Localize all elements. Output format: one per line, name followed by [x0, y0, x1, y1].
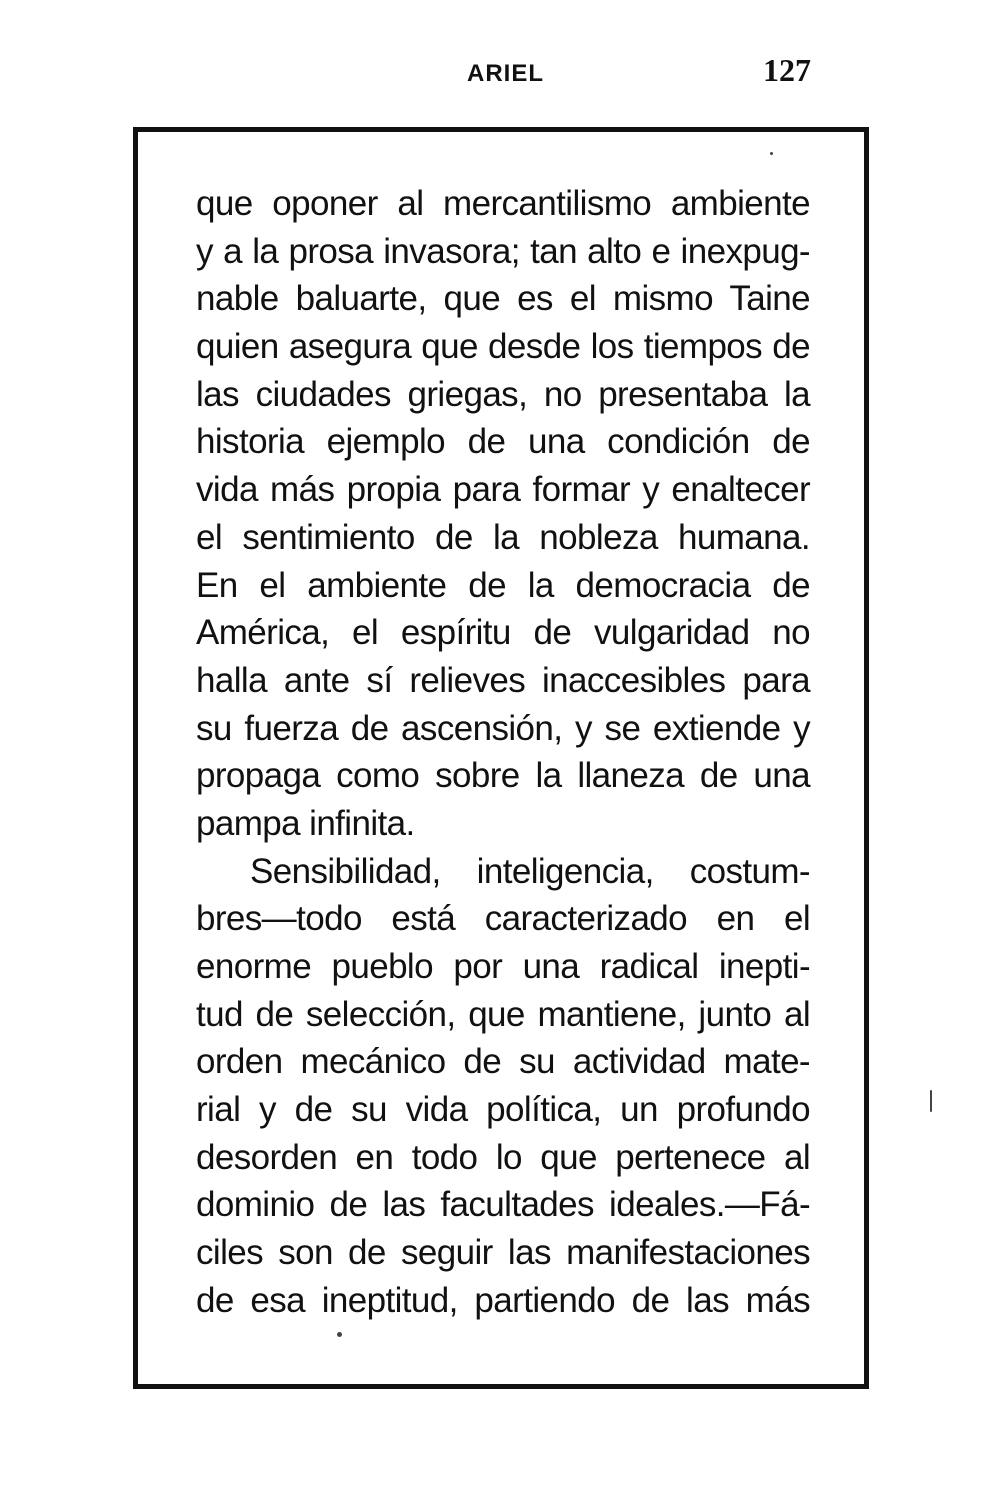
- text-line: el sentimiento de la nobleza humana.: [196, 517, 810, 557]
- paragraph-first-line: Sensibilidad, inteligencia, costum-: [250, 851, 810, 891]
- text-line: ciles son de seguir las manifestaciones: [196, 1233, 810, 1273]
- ink-speck: [337, 1332, 342, 1337]
- text-line: nable baluarte, que es el mismo Taine: [196, 279, 810, 319]
- text-line: América, el espíritu de vulgaridad no: [196, 613, 810, 653]
- ink-speck: [930, 1090, 932, 1112]
- text-line: pampa infinita.: [196, 803, 415, 843]
- text-line: tud de selección, que mantiene, junto al: [196, 994, 810, 1034]
- text-line: enorme pueblo por una radical inepti-: [196, 947, 810, 986]
- text-line: halla ante sí relieves inaccesibles para: [196, 660, 810, 700]
- text-line: su fuerza de ascensión, y se extiende y: [196, 708, 810, 748]
- text-line: quien asegura que desde los tiempos de: [196, 327, 810, 367]
- text-line: historia ejemplo de una condición de: [196, 422, 810, 462]
- text-line: En el ambiente de la democracia de: [196, 565, 810, 605]
- text-line: y a la prosa invasora; tan alto e inexpug-: [196, 231, 810, 271]
- text-line: de esa ineptitud, partiendo de las más: [196, 1280, 810, 1320]
- text-line: dominio de las facultades ideales.—Fá-: [196, 1185, 810, 1225]
- body-text: [196, 180, 810, 1325]
- text-line: vida más propia para formar y enaltecer: [196, 470, 810, 510]
- page-number: 127: [763, 52, 811, 88]
- text-line: propaga como sobre la llaneza de una: [196, 756, 810, 796]
- text-line: desorden en todo lo que pertenece al: [196, 1137, 810, 1177]
- text-line: que oponer al mercantilismo ambiente: [196, 184, 810, 223]
- running-title: ARIEL: [467, 60, 544, 87]
- text-line: orden mecánico de su actividad mate-: [196, 1042, 810, 1082]
- text-line: las ciudades griegas, no presentaba la: [196, 374, 810, 414]
- text-line: rial y de su vida política, un profundo: [196, 1090, 810, 1130]
- text-line: bres—todo está caracterizado en el: [196, 899, 810, 939]
- running-head: [0, 52, 1000, 92]
- ink-speck: [770, 152, 773, 155]
